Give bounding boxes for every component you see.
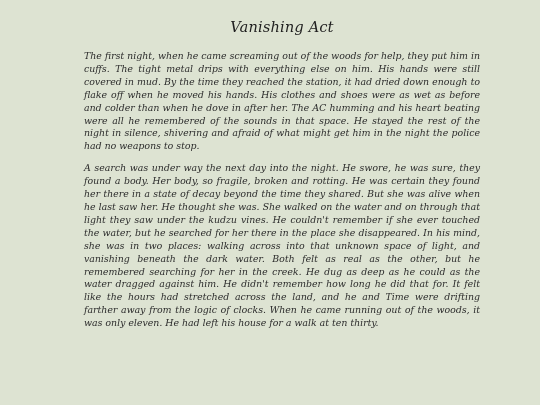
paragraph-1: The first night, when he came screaming out of the woods for help, they put him in cuffs. The tight metal drips with everything else on him. His hands were still covered in mud. By the time they reached the station, it had dried down enough to flake off when he moved his hands. His clothes and shoes were as wet as before and colder than when he dove in after her. The AC humming and his heart beating were all he remembered of the sounds in that space. He stayed the rest of the night in silence, shivering and afraid of what might get him in the night the police had no weapons to stop. — [84, 51, 480, 153]
paragraph-2: A search was under way the next day into the night. He swore, he was sure, they found a body. Her body, so fragile, broken and rotting. He was certain they found her there in a state of decay beyond the time they shared. But she was alive when he last saw her. He thought she was. She walked on the water and on through that light they saw under the kudzu vines. He couldn't remember if she ever touched the water, but he searched for her there in the place she disappeared. In his mind, she was in two places: walking across into that unknown space of light, and vanishing beneath the dark water. Both felt as real as the other, but he remembered searching for her in the creek. He dug as deep as he could as the water dragged against him. He didn't remember how long he did that for. It felt like the hours had stretched across the land, and he and Time were drifting farther away from the logic of clocks. When he came running out of the woods, it was only eleven. He had left his house for a walk at ten thirty. — [84, 163, 480, 330]
document-title: Vanishing Act — [230, 20, 334, 36]
